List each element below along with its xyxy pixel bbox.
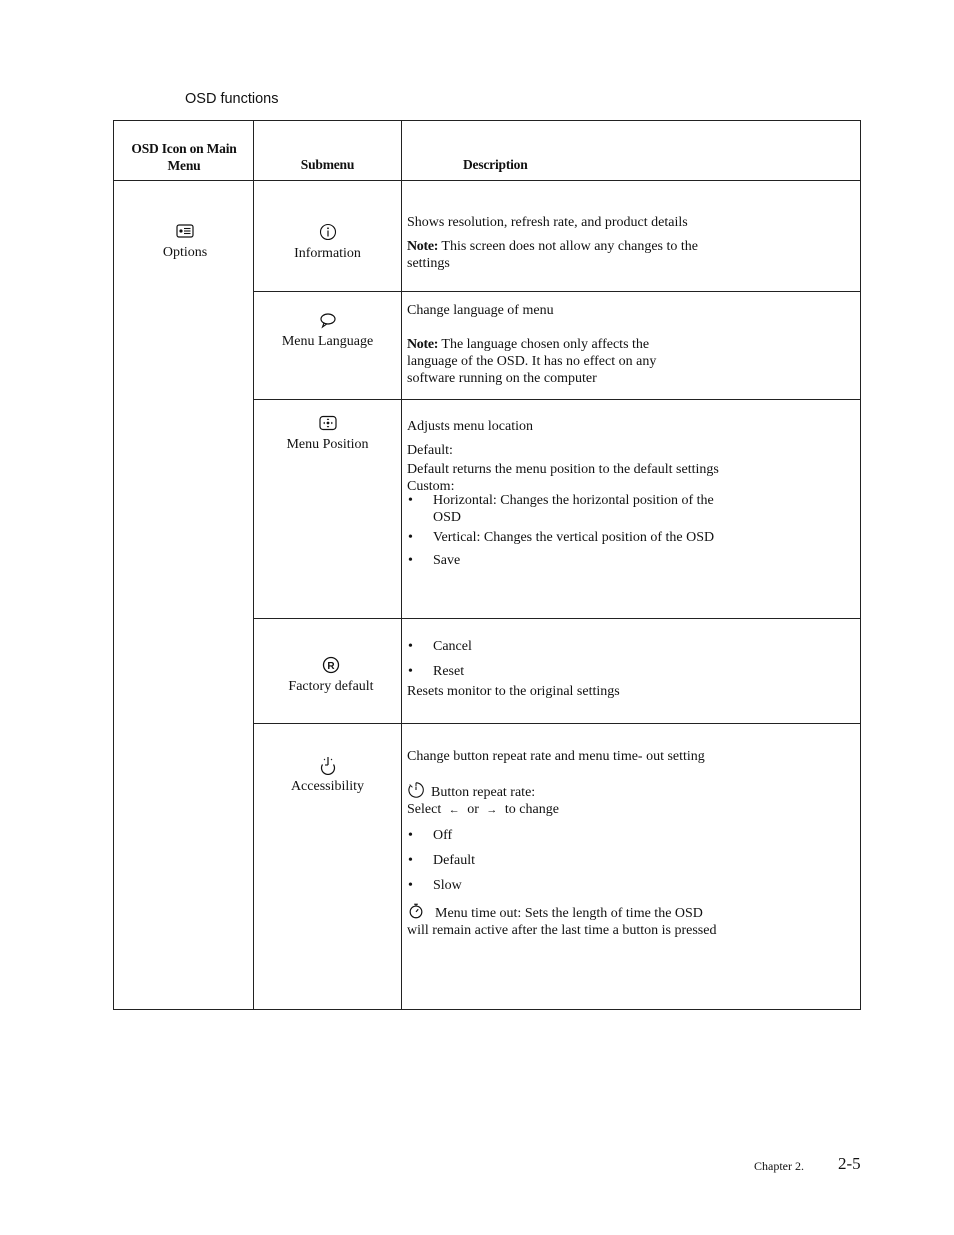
row-divider (253, 399, 860, 400)
main-menu-options (118, 221, 252, 261)
submenu-label: Factory default (288, 679, 374, 694)
header-description: Description (463, 157, 528, 172)
list-item: • Off (407, 827, 747, 844)
repeat-rate-options-list (407, 827, 747, 894)
description-text: Change button repeat rate and menu time- out setting (407, 749, 705, 764)
row-divider (253, 291, 860, 292)
options-icon (175, 221, 195, 241)
custom-label: Custom: (407, 479, 455, 494)
arrow-right-icon: → (486, 804, 498, 816)
submenu-menu-language (254, 310, 401, 350)
page-number: 2-5 (838, 1154, 861, 1173)
list-item: • Default (407, 852, 747, 869)
description-text: Change language of menu (407, 303, 554, 318)
description-factory-default (407, 638, 727, 700)
custom-options-list (407, 492, 727, 569)
main-menu-label: Options (162, 245, 208, 260)
info-icon (318, 222, 338, 242)
submenu-menu-position (254, 413, 401, 453)
timeout-text: Menu time out: Sets the length of time the OSD will remain active after the last time a button is pressed (407, 906, 717, 938)
submenu-label: Accessibility (290, 779, 365, 794)
factory-options-list (407, 638, 727, 680)
description-information (407, 214, 727, 272)
accessibility-icon (318, 755, 338, 775)
header-divider (114, 180, 860, 181)
repeat-rate-label: Button repeat rate: (431, 785, 536, 800)
note-label: Note: (407, 239, 439, 254)
header-submenu: Submenu (300, 157, 355, 172)
row-divider (253, 618, 860, 619)
submenu-label: Menu Position (286, 437, 369, 452)
description-accessibility (407, 748, 747, 939)
description-text: Adjusts menu location (407, 419, 533, 434)
arrow-left-icon: ← (448, 804, 460, 816)
header-osd-icon: OSD Icon on Main Menu (131, 141, 237, 173)
row-divider (253, 723, 860, 724)
stopwatch-icon (407, 902, 425, 920)
submenu-information (254, 222, 401, 262)
section-title: OSD functions (185, 91, 279, 107)
note-label: Note: (407, 337, 439, 352)
speech-bubble-icon (318, 310, 338, 330)
list-item: • Vertical: Changes the vertical position of the OSD (407, 529, 727, 546)
osd-functions-table (113, 120, 861, 1010)
default-label: Default: (407, 443, 453, 458)
svg-text:R: R (327, 661, 335, 672)
description-menu-position (407, 418, 727, 569)
submenu-factory-default (254, 655, 408, 695)
description-menu-language (407, 302, 697, 387)
submenu-accessibility (254, 755, 401, 795)
position-icon (318, 413, 338, 433)
description-text: Resets monitor to the original settings (407, 684, 620, 699)
note-text: This screen does not allow any changes to the settings (407, 239, 698, 271)
submenu-label: Information (294, 246, 361, 261)
list-item: • Slow (407, 877, 747, 894)
column-divider (401, 121, 402, 1009)
description-text: Shows resolution, refresh rate, and product details (407, 215, 688, 230)
footer-chapter: Chapter 2. (754, 1159, 804, 1173)
list-item: • Reset (407, 663, 727, 680)
submenu-label: Menu Language (281, 334, 374, 349)
list-item: • Horizontal: Changes the horizontal position of the OSD (407, 492, 727, 526)
reset-r-icon (321, 655, 341, 675)
list-item: • Save (407, 552, 727, 569)
select-suffix: to change (504, 802, 559, 817)
list-item: • Cancel (407, 638, 727, 655)
note-text: The language chosen only affects the language of the OSD. It has no effect on any software running on the computer (407, 337, 657, 386)
timer-dial-icon (407, 781, 425, 799)
select-or: or (467, 802, 479, 817)
default-text: Default returns the menu position to the default settings (407, 462, 719, 477)
select-prefix: Select (407, 802, 442, 817)
